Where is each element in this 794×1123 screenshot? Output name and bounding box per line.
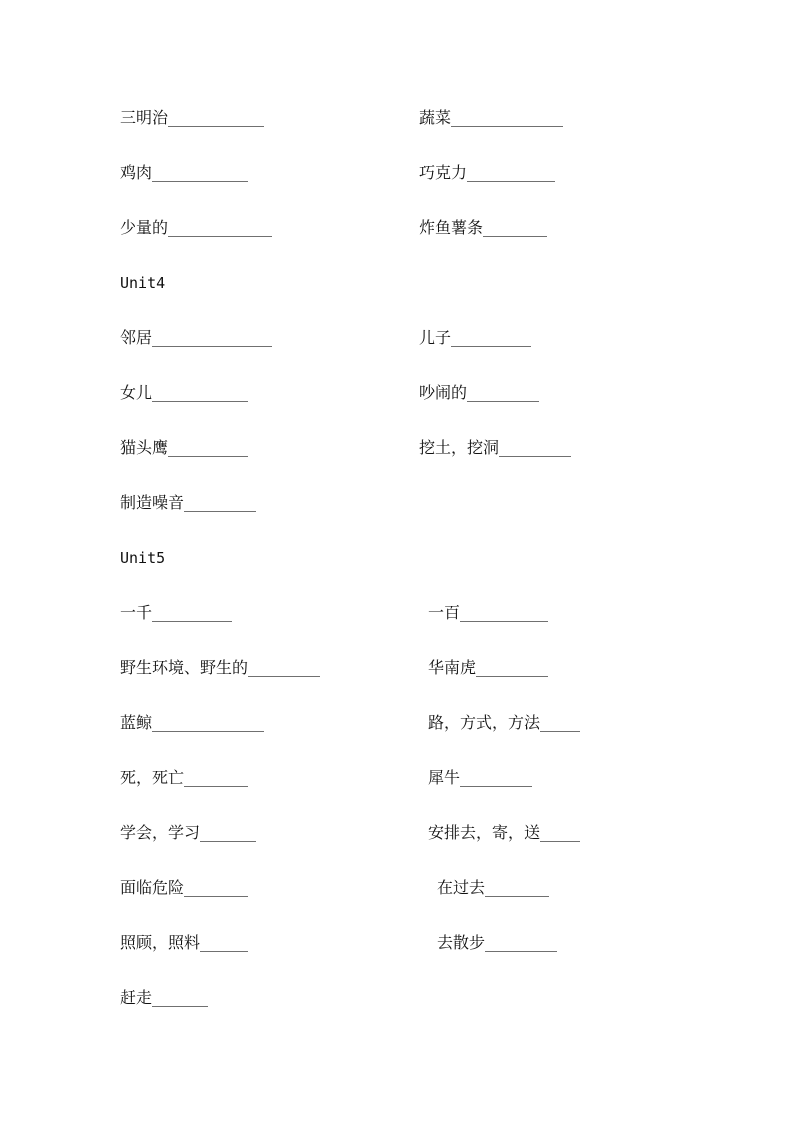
vocab-item-fish-and-chips: 炸鱼薯条________ xyxy=(419,218,548,237)
vocab-item-noisy: 吵闹的_________ xyxy=(419,383,540,402)
vocab-item-learn: 学会，学习_______ xyxy=(120,823,257,842)
vocab-item-look-after: 照顾，照料______ xyxy=(120,933,249,952)
vocab-item-south-china-tiger: 华南虎_________ xyxy=(428,658,549,677)
vocab-item-chicken: 鸡肉____________ xyxy=(120,163,249,182)
vocab-item-drive-away: 赶走_______ xyxy=(120,988,209,1007)
vocab-item-daughter: 女儿____________ xyxy=(120,383,249,402)
unit5-heading: Unit5 xyxy=(120,549,166,567)
vocab-item-blue-whale: 蓝鲸______________ xyxy=(120,713,265,732)
vocab-item-make-noise: 制造噪音_________ xyxy=(120,493,257,512)
vocab-item-owl: 猫头鹰__________ xyxy=(120,438,249,457)
vocab-item-a-little: 少量的_____________ xyxy=(120,218,273,237)
vocab-item-go-for-a-walk: 去散步_________ xyxy=(437,933,558,952)
vocab-item-way: 路，方式，方法_____ xyxy=(428,713,581,732)
vocab-item-son: 儿子__________ xyxy=(419,328,532,347)
vocab-item-chocolate: 巧克力___________ xyxy=(419,163,556,182)
vocab-item-in-danger: 面临危险________ xyxy=(120,878,249,897)
unit4-heading: Unit4 xyxy=(120,274,166,292)
vocab-item-thousand: 一千__________ xyxy=(120,603,233,622)
vocab-item-sandwich: 三明治____________ xyxy=(120,108,265,127)
vocab-item-rhino: 犀牛_________ xyxy=(428,768,533,787)
vocab-item-dig: 挖土，挖洞_________ xyxy=(419,438,572,457)
vocab-item-vegetables: 蔬菜______________ xyxy=(419,108,564,127)
vocab-item-hundred: 一百___________ xyxy=(428,603,549,622)
vocab-item-die: 死，死亡________ xyxy=(120,768,249,787)
vocab-item-send: 安排去，寄，送_____ xyxy=(428,823,581,842)
vocab-item-wild: 野生环境、野生的_________ xyxy=(120,658,321,677)
vocab-item-neighbour: 邻居_______________ xyxy=(120,328,273,347)
vocab-item-in-the-past: 在过去________ xyxy=(437,878,550,897)
